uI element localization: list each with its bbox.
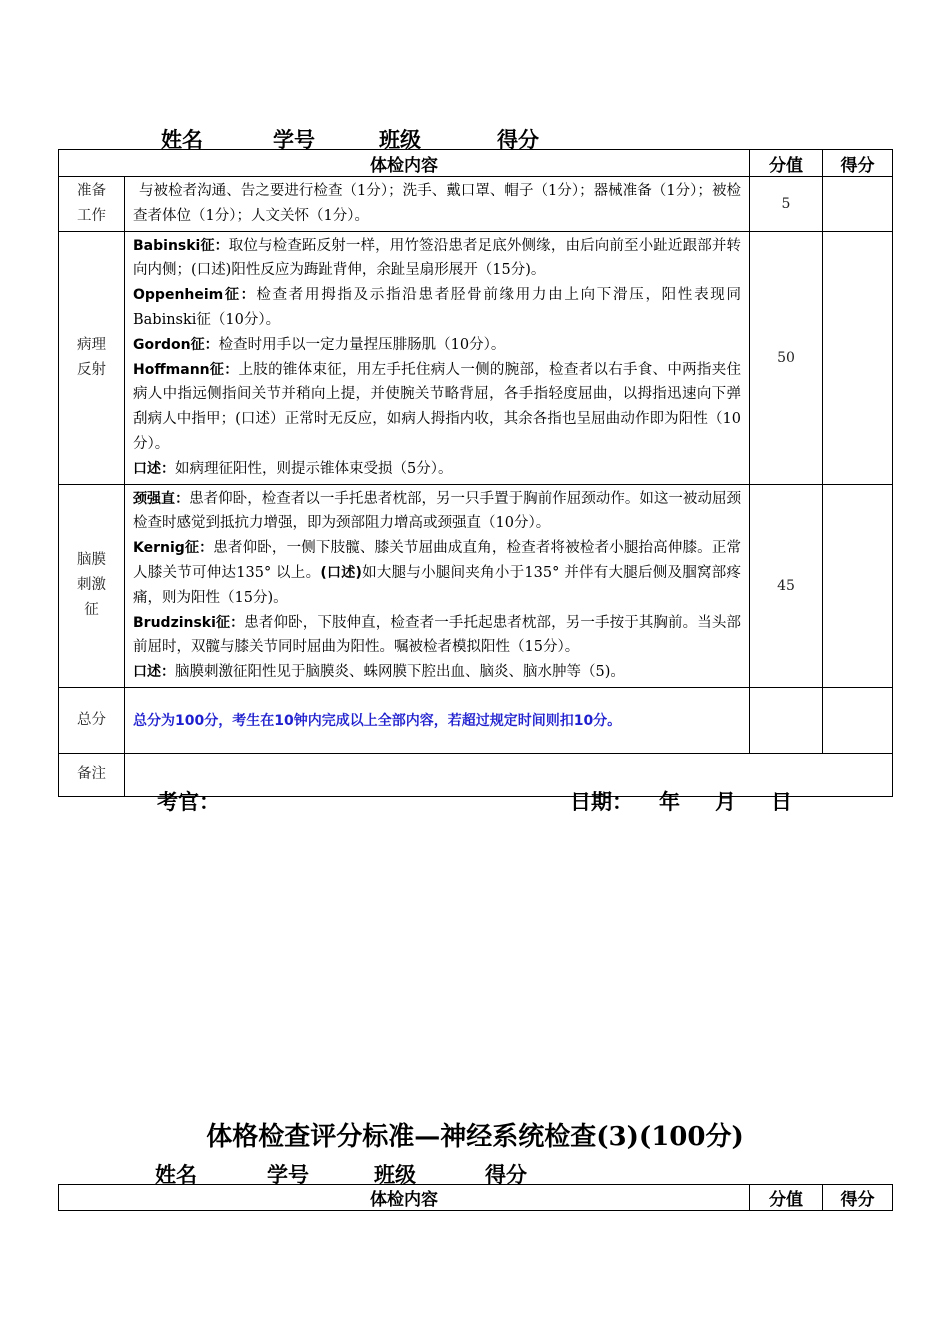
- examiner-label: 考官：: [157, 790, 220, 814]
- category-total: 总分: [59, 687, 125, 753]
- neck-stiffness-label: 颈强直：: [133, 490, 190, 507]
- form2-header-class-label: 班级: [374, 1163, 416, 1187]
- category-prep: 准备 工作: [59, 177, 125, 232]
- total-points-cell: [750, 687, 823, 753]
- category-remarks: 备注: [59, 753, 125, 796]
- table-row-total: [59, 687, 893, 753]
- column-header-points: 分值: [750, 150, 823, 177]
- year-label: 年: [659, 790, 680, 814]
- form2-title: 体格检查评分标准—神经系统检查(3)(100分): [206, 1122, 744, 1152]
- column-header-score: 得分: [823, 150, 893, 177]
- oppenheim-text: 检查者用拇指及示指沿患者胫骨前缘用力由上向下滑压，阳性表现同Babinski征（10分）。: [133, 287, 741, 328]
- table-row-prep: [59, 177, 893, 232]
- gordon-text: 检查时用手以一定力量捏压腓肠肌（10分）。: [218, 336, 506, 353]
- table-row-meningeal: [59, 484, 893, 687]
- kernig-oral-label: (口述): [320, 564, 362, 581]
- form2-column-header-content: 体检内容: [59, 1185, 750, 1211]
- day-label: 日: [771, 790, 792, 814]
- header-class-label: 班级: [379, 128, 421, 152]
- gordon-label: Gordon征：: [133, 336, 219, 353]
- prep-content: 与被检者沟通、告之要进行检查（1分）；洗手、戴口罩、帽子（1分）；器械准备（1分）；被检查者体位（1分）；人文关怀（1分）。: [125, 177, 750, 232]
- scoring-table: [58, 149, 893, 797]
- total-content: 总分为100分，考生在10钟内完成以上全部内容，若超过规定时间则扣10分。: [125, 687, 750, 753]
- form2-scoring-table: [58, 1184, 893, 1211]
- neck-stiffness-text: 患者仰卧，检查者以一手托患者枕部，另一只手置于胸前作屈颈动作。如这一被动屈颈检查时感觉到抵抗力增强，即为颈部阻力增高或颈强直（10分）。: [133, 490, 742, 532]
- babinski-label: Babinski征：: [133, 237, 229, 254]
- meningeal-content: [125, 484, 750, 687]
- form2-header-name-label: 姓名: [155, 1163, 197, 1187]
- brudzinski-label: Brudzinski征：: [133, 614, 245, 631]
- total-score-cell[interactable]: [823, 687, 893, 753]
- hoffmann-label: Hoffmann征：: [133, 361, 239, 378]
- brudzinski-text: 患者仰卧，下肢伸直，检查者一手托起患者枕部，另一手按于其胸前。当头部前屈时，双髋与膝关节同时屈曲为阳性。嘱被检者模拟阳性（15分）。: [133, 614, 742, 656]
- form2-header-score-label: 得分: [485, 1163, 527, 1187]
- column-header-content: 体检内容: [59, 150, 750, 177]
- reflex-oral-text: 如病理征阳性，则提示锥体束受损（5分）。: [175, 460, 453, 477]
- category-meningeal: 脑膜 刺激 征: [59, 484, 125, 687]
- meningeal-oral-label: 口述：: [133, 664, 175, 681]
- reflex-oral-label: 口述：: [133, 460, 175, 477]
- header-student-id-label: 学号: [273, 128, 315, 152]
- header-name-label: 姓名: [161, 128, 203, 152]
- meningeal-score-cell[interactable]: [823, 484, 893, 687]
- reflex-score-cell[interactable]: [823, 231, 893, 484]
- header-score-label: 得分: [497, 128, 539, 152]
- table-header-row: [59, 150, 893, 177]
- kernig-oral-text: 如大腿与小腿间夹角小于135° 并伴有大腿后侧及腘窝部疼痛，则为阳性（15分)。: [133, 564, 741, 606]
- prep-score-cell[interactable]: [823, 177, 893, 232]
- form2-table-header-row: [59, 1185, 893, 1211]
- table-row-reflex: [59, 231, 893, 484]
- reflex-content: [125, 231, 750, 484]
- form2-column-header-points: 分值: [750, 1185, 823, 1211]
- hoffmann-text: 上肢的锥体束征，用左手托住病人一侧的腕部，检查者以右手食、中两指夹住病人中指远侧指间关节并稍向上提，并使腕关节略背屈，各手指轻度屈曲，以拇指迅速向下弹刮病人中指甲；(口述）正常时无反应，如病人拇指内收，其余各指也呈屈曲动作即为阳性（10分）。: [133, 361, 741, 452]
- meningeal-oral-text: 脑膜刺激征阳性见于脑膜炎、蛛网膜下腔出血、脑炎、脑水肿等（5)。: [175, 664, 625, 681]
- date-label: 日期：: [570, 790, 633, 814]
- kernig-label: Kernig征：: [133, 540, 214, 557]
- category-reflex: 病理 反射: [59, 231, 125, 484]
- form2-column-header-score: 得分: [823, 1185, 893, 1211]
- prep-points: 5: [750, 177, 823, 232]
- reflex-points: 50: [750, 231, 823, 484]
- form2-header-student-id-label: 学号: [267, 1163, 309, 1187]
- month-label: 月: [715, 790, 736, 814]
- babinski-text: 取位与检查跖反射一样，用竹签沿患者足底外侧缘，由后向前至小趾近跟部并转向内侧；(口述)阳性反应为踇趾背伸，余趾呈扇形展开（15分)。: [133, 237, 741, 279]
- meningeal-points: 45: [750, 484, 823, 687]
- kernig-text: 患者仰卧，一侧下肢髋、膝关节屈曲成直角，检查者将被检者小腿抬高伸膝。正常人膝关节可伸达135° 以上。: [133, 540, 741, 581]
- oppenheim-label: Oppenheim征：: [133, 287, 257, 304]
